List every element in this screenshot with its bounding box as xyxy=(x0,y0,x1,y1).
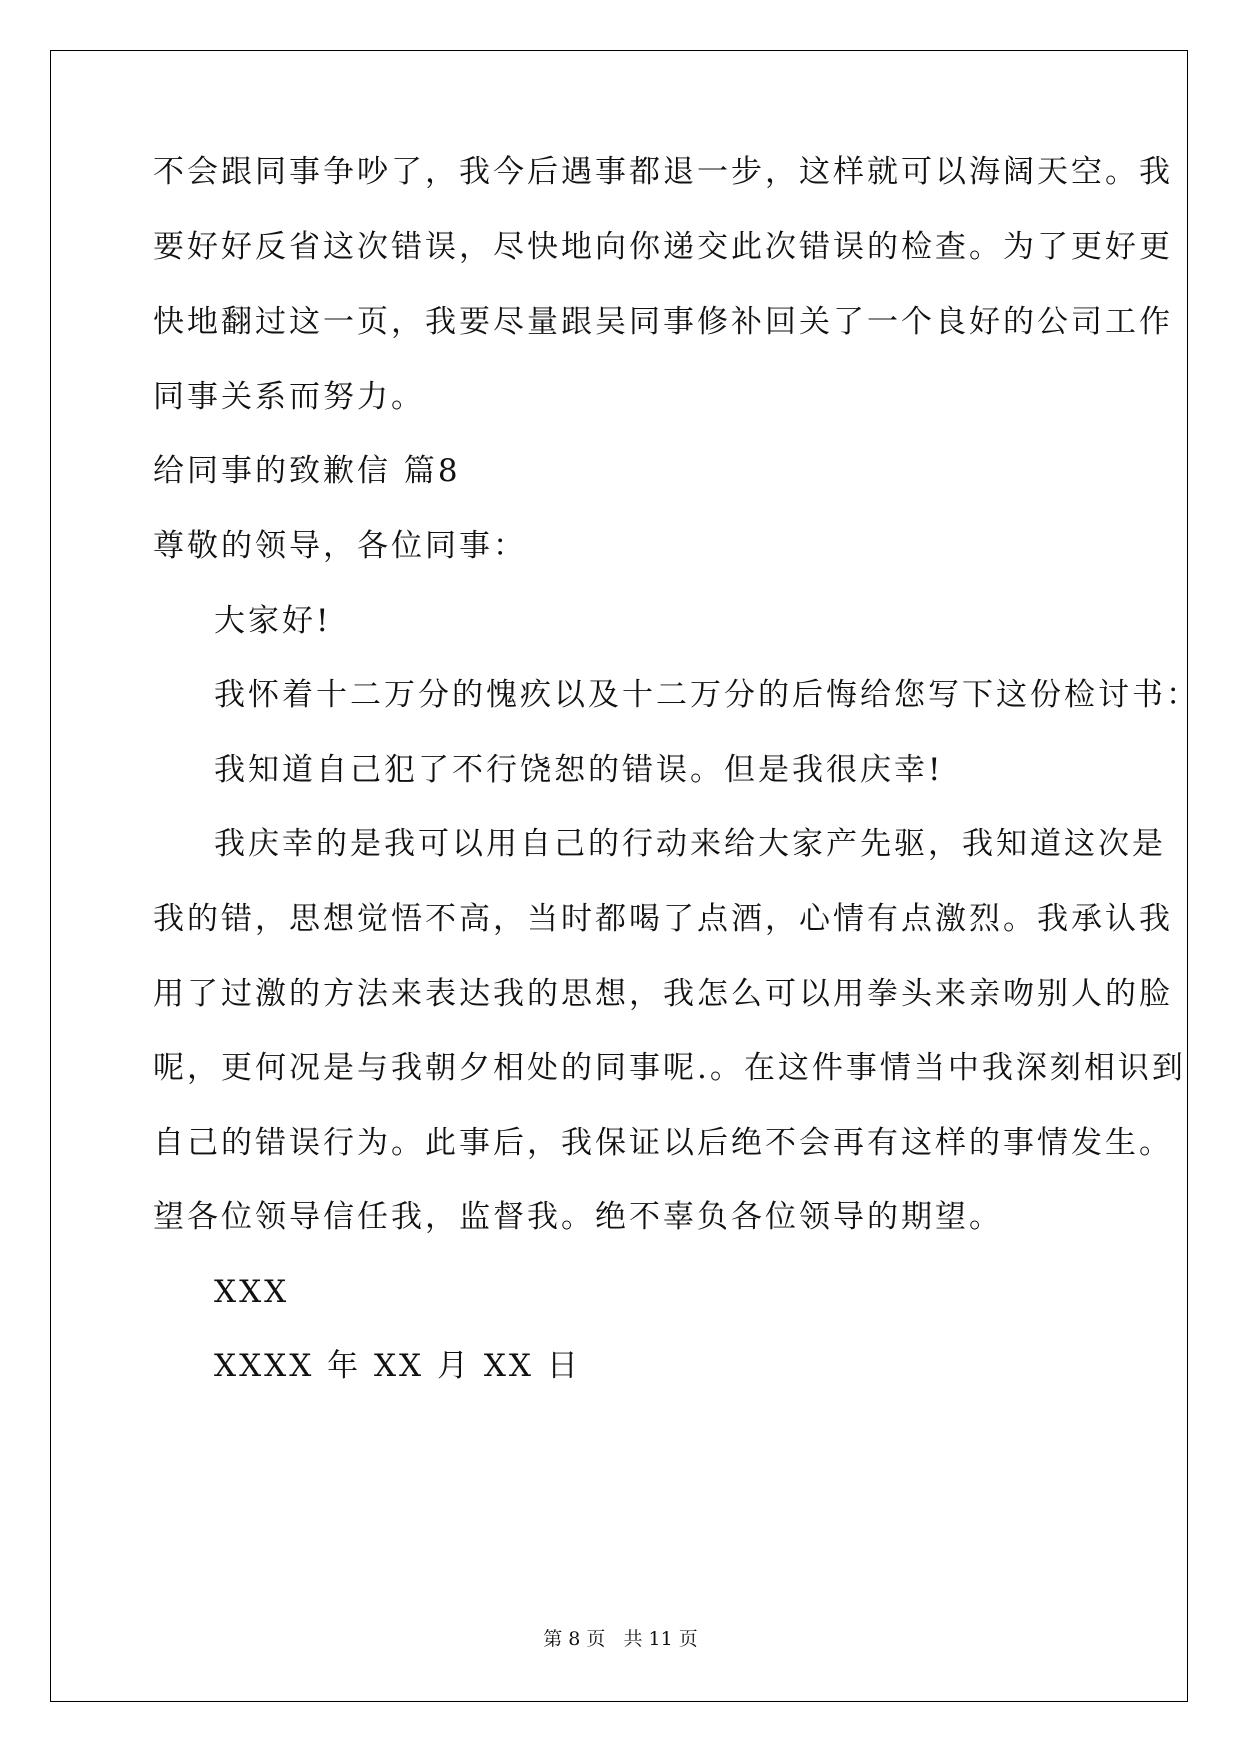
body-line-2: 要好好反省这次错误，尽快地向你递交此次错误的检查。为了更好更 xyxy=(153,229,1173,265)
body-line-4: 同事关系而努力。 xyxy=(153,379,425,415)
paragraph-3-line-6: 望各位领导信任我，监督我。绝不辜负各位领导的期望。 xyxy=(153,1199,1003,1235)
page-border xyxy=(50,50,1188,1702)
paragraph-3-line-4: 呢，更何况是与我朝夕相处的同事呢.。在这件事情当中我深刻相识到 xyxy=(153,1050,1186,1086)
paragraph-3-line-3: 用了过激的方法来表达我的思想，我怎么可以用拳头来亲吻别人的脸 xyxy=(153,976,1173,1012)
date: XXXX 年 XX 月 XX 日 xyxy=(214,1348,581,1384)
paragraph-3-line-1: 我庆幸的是我可以用自己的行动来给大家产先驱，我知道这次是 xyxy=(214,826,1166,862)
body-line-1: 不会跟同事争吵了，我今后遇事都退一步，这样就可以海阔天空。我 xyxy=(153,154,1173,190)
paragraph-3-line-5: 自己的错误行为。此事后，我保证以后绝不会再有这样的事情发生。 xyxy=(153,1125,1173,1161)
paragraph-2: 我知道自己犯了不行饶恕的错误。但是我很庆幸! xyxy=(214,752,944,788)
signature: XXX xyxy=(214,1274,290,1310)
section-heading: 给同事的致歉信 篇8 xyxy=(153,453,461,489)
paragraph-3-line-2: 我的错，思想觉悟不高，当时都喝了点酒，心情有点激烈。我承认我 xyxy=(153,901,1173,937)
page-number: 第 8 页 共 11 页 xyxy=(543,1628,698,1650)
body-line-3: 快地翻过这一页，我要尽量跟吴同事修补回关了一个良好的公司工作 xyxy=(153,304,1173,340)
paragraph-1: 我怀着十二万分的愧疚以及十二万分的后悔给您写下这份检讨书： xyxy=(214,677,1200,713)
greeting: 大家好! xyxy=(214,603,332,639)
salutation: 尊敬的领导，各位同事： xyxy=(153,528,527,564)
